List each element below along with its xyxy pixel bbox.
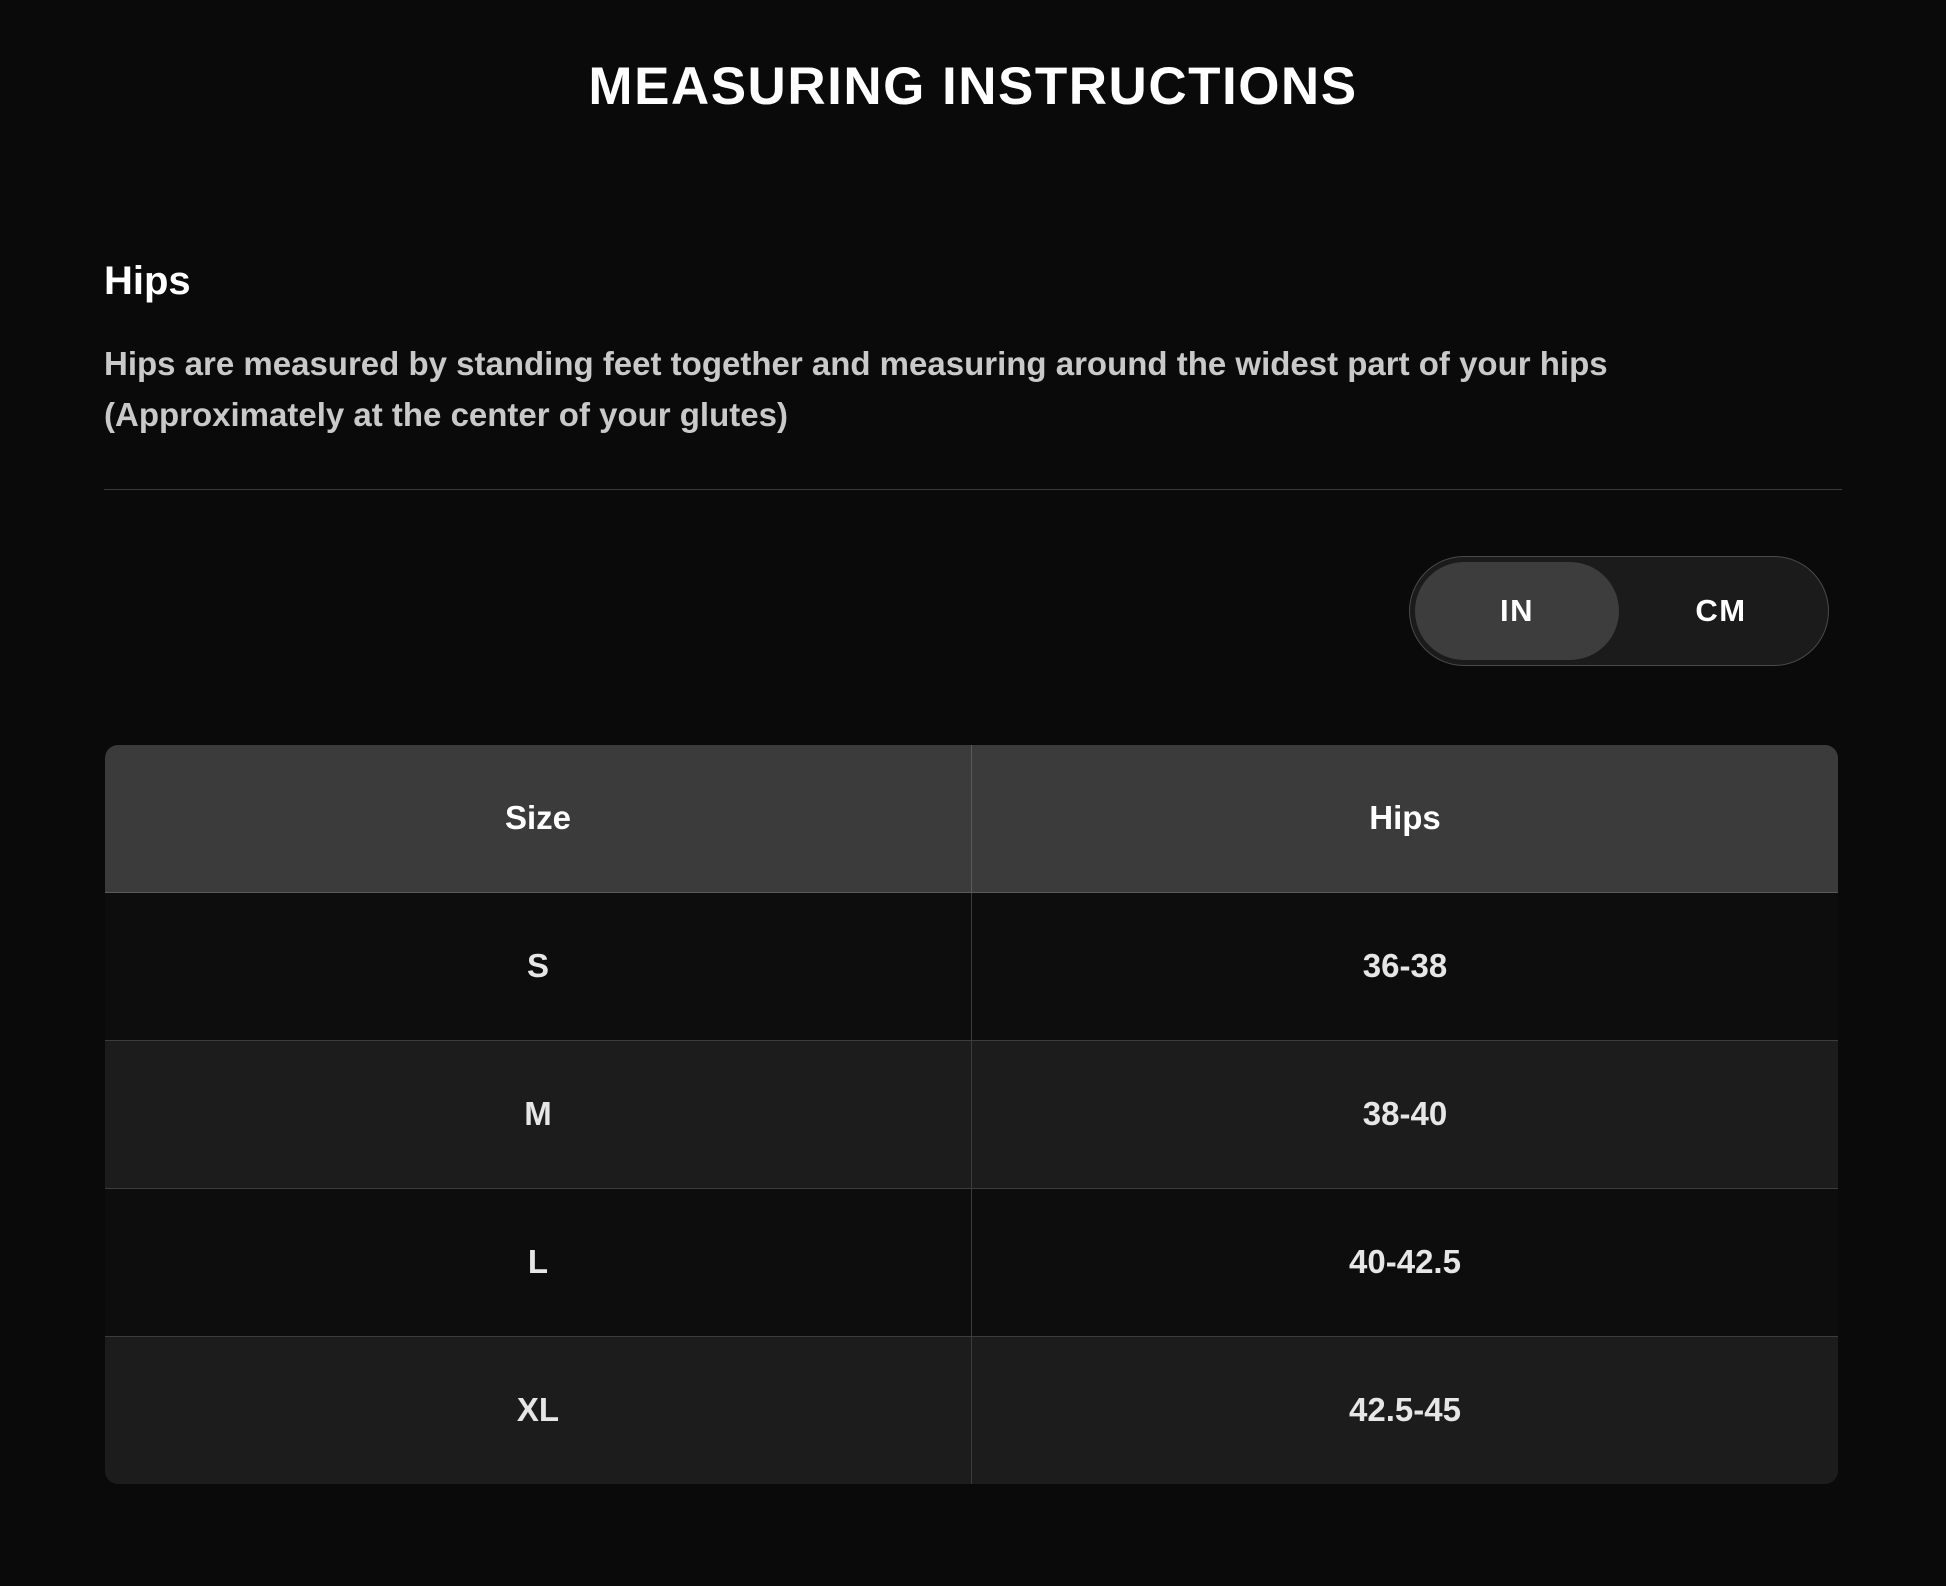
section-description: Hips are measured by standing feet together and measuring around the widest part of your hips (Approximately at the center of your glutes): [104, 345, 1608, 434]
unit-toggle[interactable]: [1409, 556, 1829, 666]
table-row: [105, 1188, 1839, 1336]
cell-hips: 42.5-45: [972, 1336, 1839, 1484]
column-header-hips: Hips: [972, 744, 1839, 892]
unit-option-in[interactable]: IN: [1415, 562, 1619, 660]
size-table-body: [105, 892, 1839, 1484]
cell-hips: 36-38: [972, 892, 1839, 1040]
cell-hips: 40-42.5: [972, 1188, 1839, 1336]
unit-option-cm[interactable]: CM: [1695, 592, 1747, 628]
section-heading: Hips: [104, 259, 191, 304]
table-row: [105, 1040, 1839, 1188]
page-title: MEASURING INSTRUCTIONS: [588, 57, 1358, 116]
content-area: [0, 259, 1946, 1484]
cell-hips: 38-40: [972, 1040, 1839, 1188]
cell-size: S: [105, 892, 972, 1040]
cell-size: L: [105, 1188, 972, 1336]
size-table: [104, 744, 1839, 1485]
size-table-wrapper: [104, 744, 1842, 1485]
size-table-head: [105, 744, 1839, 892]
cell-size: M: [105, 1040, 972, 1188]
unit-toggle-row: [104, 556, 1842, 666]
cell-size: XL: [105, 1336, 972, 1484]
section-divider: [104, 489, 1842, 490]
table-row: [105, 892, 1839, 1040]
table-header-row: [105, 744, 1839, 892]
column-header-size: Size: [105, 744, 972, 892]
table-row: [105, 1336, 1839, 1484]
